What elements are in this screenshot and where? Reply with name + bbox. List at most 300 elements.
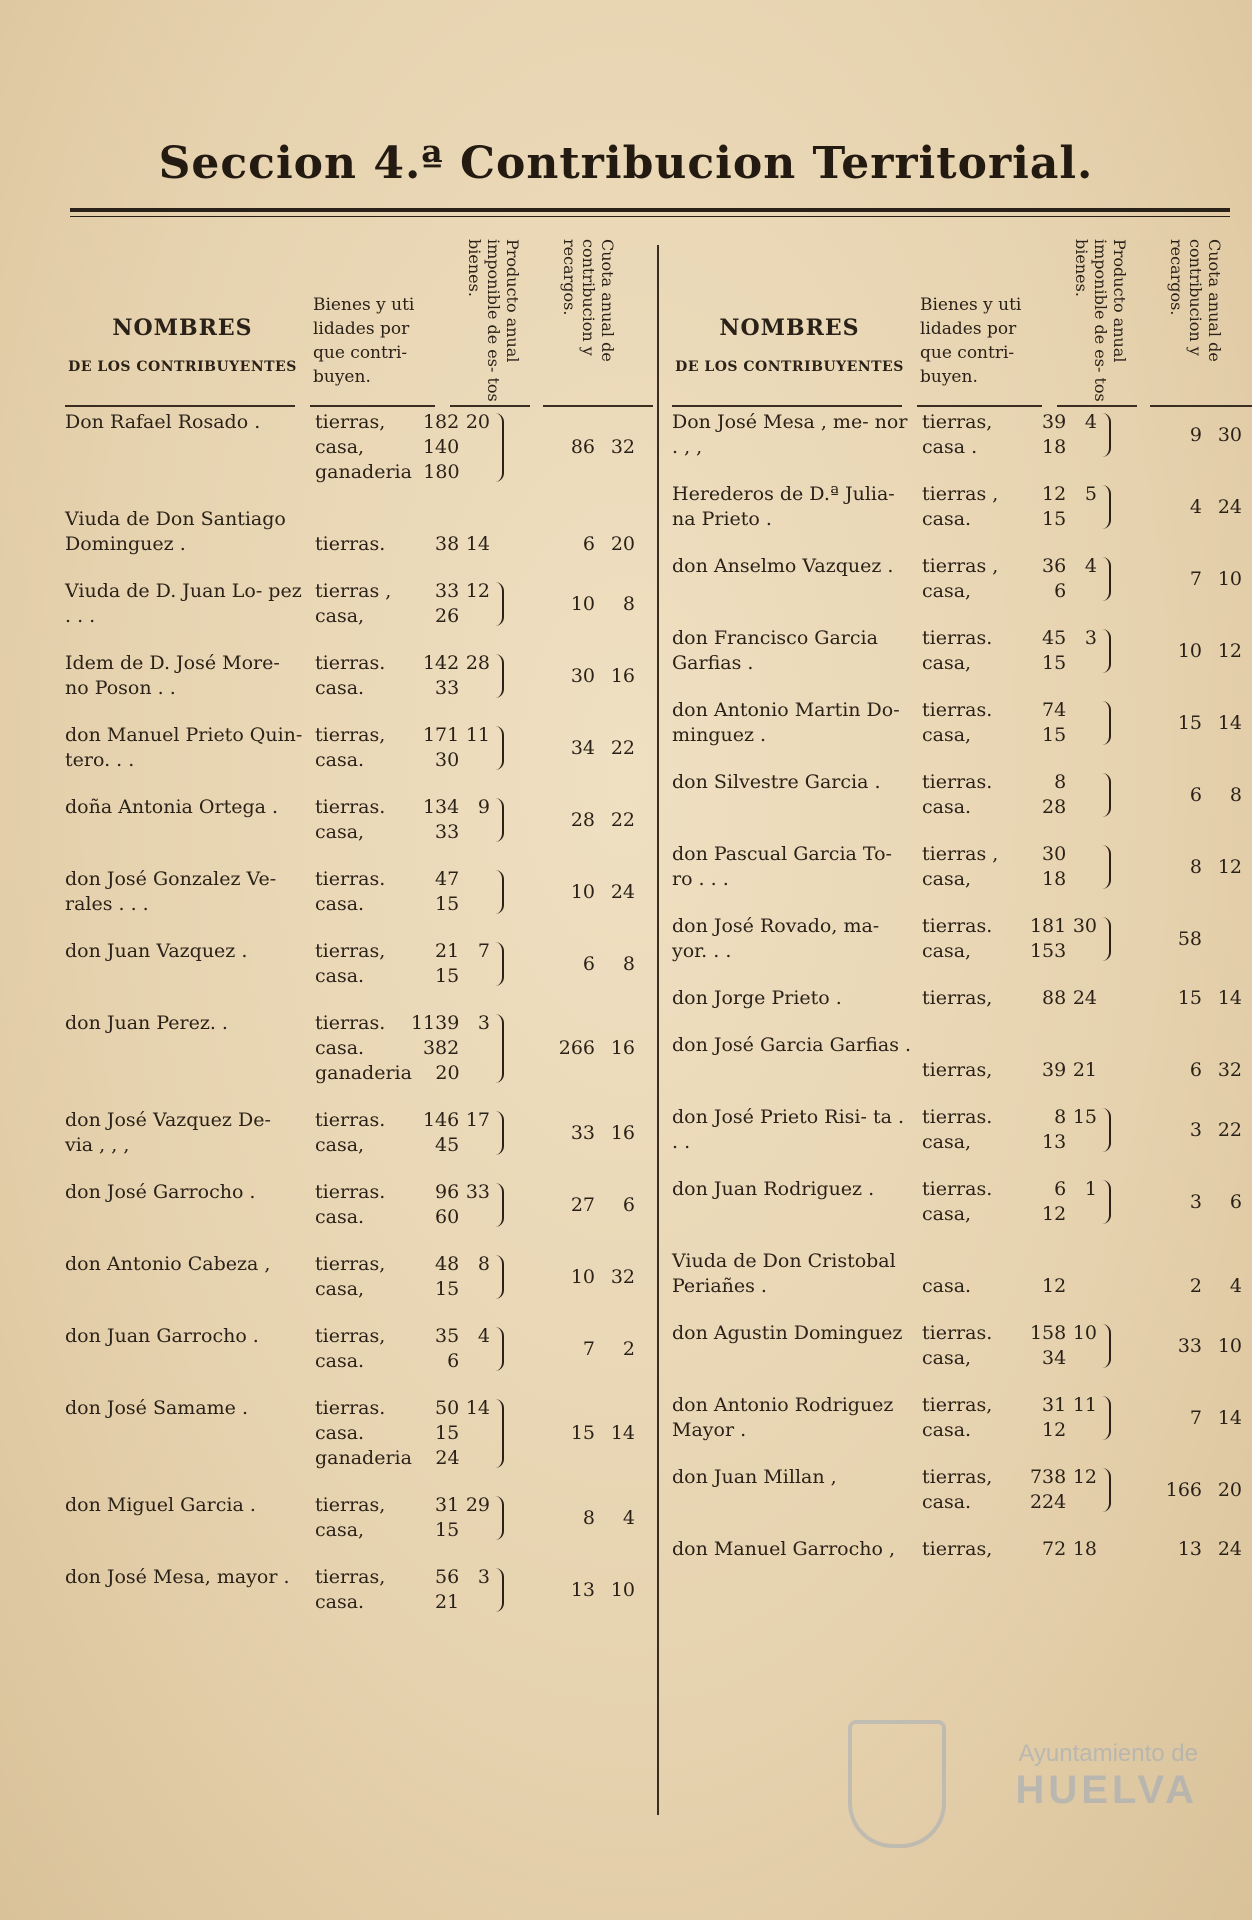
- property-item: [922, 795, 1097, 820]
- brace-mark: [495, 942, 504, 986]
- product-value: 134: [422, 796, 460, 818]
- product-value: 15: [435, 1519, 460, 1541]
- property-type: casa,: [922, 868, 972, 890]
- property-type: tierras,: [315, 1253, 386, 1275]
- contributor-name: don Francisco Garcia Garfias .: [672, 627, 878, 674]
- property-item: [922, 698, 1097, 723]
- product-value: 39: [1042, 411, 1067, 433]
- header-rule: [917, 405, 1042, 407]
- contributor-name: don José Samame .: [65, 1397, 248, 1419]
- right-column: [672, 225, 1252, 1825]
- product-fraction: 11: [1072, 1394, 1097, 1416]
- quota-value: 166: [1165, 1478, 1202, 1501]
- property-item: [315, 892, 490, 917]
- product-fraction: [1066, 1274, 1097, 1299]
- property-item: [315, 1590, 490, 1615]
- brace-mark: [495, 413, 504, 482]
- property-list: [922, 1537, 1097, 1562]
- property-list: [922, 482, 1097, 532]
- property-type: tierras.: [922, 699, 993, 721]
- table-row: [65, 1493, 655, 1565]
- product-value: 153: [1029, 940, 1067, 962]
- header-names: [672, 315, 907, 375]
- quota-value: 7: [1189, 1406, 1202, 1429]
- product-fraction: [459, 964, 490, 989]
- contributor-name: don Antonio Cabeza ,: [65, 1253, 271, 1275]
- contributor-name: Herederos de D.ª Julia- na Prieto .: [672, 483, 895, 530]
- product-fraction: [1066, 1346, 1097, 1371]
- property-type: casa.: [315, 1206, 365, 1228]
- table-row: [672, 1393, 1252, 1465]
- property-list: [315, 1180, 490, 1230]
- table-row: [672, 1249, 1252, 1321]
- product-fraction: [459, 892, 490, 917]
- quota-fraction: 30: [1217, 423, 1242, 446]
- property-type: casa.: [922, 508, 972, 530]
- annual-quota: [545, 1265, 655, 1290]
- property-item: [922, 939, 1097, 964]
- product-fraction: 12: [1072, 1466, 1097, 1488]
- brace-mark: [495, 870, 504, 914]
- left-rows: [65, 410, 655, 1637]
- property-type: tierras,: [922, 411, 993, 433]
- property-type: tierras.: [315, 533, 386, 555]
- product-fraction: [459, 1518, 490, 1543]
- annual-quota: [545, 532, 655, 557]
- property-type: casa,: [315, 1519, 365, 1541]
- property-item: [922, 651, 1097, 676]
- property-type: tierras,: [315, 1325, 386, 1347]
- property-type: casa,: [315, 1134, 365, 1156]
- annual-quota: [545, 664, 655, 689]
- annual-quota: [545, 435, 655, 460]
- product-value: 21: [435, 940, 460, 962]
- property-type: tierras.: [315, 1109, 386, 1131]
- property-type: tierras,: [315, 411, 386, 433]
- brace-mark: [1102, 773, 1111, 817]
- product-fraction: 15: [1072, 1106, 1097, 1128]
- header-rule: [1150, 405, 1252, 407]
- header-bienes: Bienes y uti lidades por que contri- buyen.: [313, 295, 415, 387]
- contributor-name: don José Vazquez De- via , , ,: [65, 1109, 271, 1156]
- product-value: 15: [435, 893, 460, 915]
- property-item: [315, 579, 490, 604]
- property-type: casa,: [922, 1347, 972, 1369]
- property-list: [315, 1396, 490, 1471]
- quota-value: 3: [1189, 1118, 1202, 1141]
- product-fraction: [459, 1590, 490, 1615]
- brace-mark: [1102, 629, 1111, 673]
- property-item: [315, 1036, 490, 1061]
- property-item: [922, 410, 1097, 435]
- quota-fraction: 24: [1217, 495, 1242, 518]
- product-value: 60: [435, 1206, 460, 1228]
- watermark-line2: HUELVA: [1015, 1768, 1198, 1812]
- property-item: [315, 1396, 490, 1421]
- quota-value: 2: [1189, 1275, 1202, 1297]
- property-type: tierras ,: [922, 843, 999, 865]
- table-row: [65, 579, 655, 651]
- contributor-name: Idem de D. José More- no Poson . .: [65, 652, 280, 699]
- quota-value: 8: [582, 1506, 595, 1529]
- property-item: [315, 1205, 490, 1230]
- product-fraction: 17: [465, 1109, 490, 1131]
- brace-mark: [1102, 1324, 1111, 1368]
- property-item: [922, 1393, 1097, 1418]
- property-type: tierras.: [922, 1178, 993, 1200]
- quota-fraction: 20: [610, 533, 635, 555]
- contributor-name: don Juan Rodriguez .: [672, 1178, 875, 1200]
- table-row: [65, 1565, 655, 1637]
- brace-mark: [495, 798, 504, 842]
- product-value: 15: [1042, 724, 1067, 746]
- product-value: 34: [1042, 1347, 1067, 1369]
- property-type: casa.: [315, 1422, 365, 1444]
- property-type: casa.: [922, 1419, 972, 1441]
- property-type: tierras.: [922, 1106, 993, 1128]
- property-item: [922, 986, 1097, 1011]
- property-item: [315, 1324, 490, 1349]
- product-fraction: [459, 435, 490, 460]
- property-item: [315, 676, 490, 701]
- quota-fraction: 8: [622, 952, 635, 975]
- brace-mark: [1102, 1396, 1111, 1440]
- product-fraction: [1066, 507, 1097, 532]
- property-list: [315, 1108, 490, 1158]
- contributor-name: Viuda de Don Santiago Dominguez .: [65, 508, 286, 555]
- quota-value: 10: [570, 1265, 595, 1288]
- product-fraction: [1066, 723, 1097, 748]
- product-fraction: [1066, 698, 1097, 723]
- property-type: tierras.: [922, 915, 993, 937]
- table-row: [672, 482, 1252, 554]
- quota-fraction: 8: [1229, 783, 1242, 806]
- contributor-name: don Juan Vazquez .: [65, 940, 248, 962]
- property-list: [315, 723, 490, 773]
- property-item: [315, 604, 490, 629]
- property-list: [315, 795, 490, 845]
- property-list: [315, 867, 490, 917]
- annual-quota: [1152, 1118, 1252, 1143]
- product-value: 33: [435, 821, 460, 843]
- table-row: [65, 1180, 655, 1252]
- quota-fraction: 20: [1217, 1478, 1242, 1501]
- product-fraction: [1066, 651, 1097, 676]
- product-value: 21: [435, 1591, 460, 1613]
- property-item: [922, 842, 1097, 867]
- property-type: tierras ,: [315, 580, 392, 602]
- property-item: [315, 1180, 490, 1205]
- page-title: Seccion 4.ª Contribucion Territorial.: [158, 138, 1094, 189]
- left-column: [65, 225, 655, 1825]
- product-fraction: [1066, 867, 1097, 892]
- product-value: 18: [1042, 868, 1067, 890]
- product-value: 15: [435, 1278, 460, 1300]
- quota-fraction: 32: [610, 436, 635, 458]
- contributor-name: don Juan Perez. .: [65, 1012, 228, 1034]
- product-fraction: [459, 1133, 490, 1158]
- table-row: [672, 914, 1252, 986]
- contributor-name: don Manuel Garrocho ,: [672, 1538, 895, 1560]
- brace-mark: [495, 1255, 504, 1299]
- product-value: 96: [435, 1181, 460, 1203]
- property-list: [315, 579, 490, 629]
- quota-fraction: 6: [622, 1193, 635, 1216]
- quota-value: 15: [1177, 987, 1202, 1009]
- product-fraction: 3: [477, 1012, 490, 1034]
- property-item: [315, 1349, 490, 1374]
- product-value: 30: [1042, 843, 1067, 865]
- table-row: [672, 554, 1252, 626]
- brace-mark: [495, 1014, 504, 1083]
- annual-quota: [1152, 1274, 1252, 1299]
- annual-quota: [545, 1578, 655, 1603]
- product-fraction: [1066, 1490, 1097, 1515]
- property-type: casa,: [922, 940, 972, 962]
- table-row: [672, 410, 1252, 482]
- property-type: casa,: [315, 821, 365, 843]
- property-item: [315, 532, 490, 557]
- annual-quota: [545, 1337, 655, 1362]
- product-fraction: 9: [477, 796, 490, 818]
- quota-value: 33: [1177, 1334, 1202, 1357]
- property-type: tierras.: [315, 868, 386, 890]
- annual-quota: [1152, 986, 1252, 1011]
- property-list: [922, 842, 1097, 892]
- brace-mark: [1102, 845, 1111, 889]
- quota-fraction: 16: [610, 1037, 635, 1059]
- product-fraction: [459, 820, 490, 845]
- contributor-name: don José Mesa, mayor .: [65, 1566, 290, 1588]
- product-value: 12: [1042, 1419, 1067, 1441]
- product-value: 31: [1042, 1394, 1067, 1416]
- property-item: [922, 507, 1097, 532]
- product-value: 33: [435, 677, 460, 699]
- property-item: [922, 1130, 1097, 1155]
- annual-quota: [545, 1121, 655, 1146]
- product-value: 45: [1042, 627, 1067, 649]
- product-value: 47: [435, 868, 460, 890]
- property-type: casa,: [922, 724, 972, 746]
- quota-fraction: 24: [1217, 1538, 1242, 1560]
- product-fraction: 28: [465, 652, 490, 674]
- product-fraction: [1066, 1418, 1097, 1443]
- quota-fraction: 22: [1217, 1118, 1242, 1141]
- property-type: casa,: [315, 436, 365, 458]
- contributor-name: don Pascual Garcia To- ro . . .: [672, 843, 892, 890]
- quota-value: 28: [570, 808, 595, 831]
- product-value: 33: [435, 580, 460, 602]
- property-item: [922, 1321, 1097, 1346]
- product-value: 224: [1029, 1491, 1067, 1513]
- header-names: [65, 315, 300, 375]
- quota-value: 86: [570, 436, 595, 458]
- quota-value: 58: [1177, 927, 1202, 950]
- product-value: 142: [422, 652, 460, 674]
- quota-fraction: 16: [610, 664, 635, 687]
- property-type: tierras.: [315, 1397, 386, 1419]
- quota-value: 10: [570, 592, 595, 615]
- property-item: [315, 1446, 490, 1471]
- property-item: [922, 723, 1097, 748]
- table-row: [65, 507, 655, 579]
- contributor-name: don Juan Garrocho .: [65, 1325, 259, 1347]
- annual-quota: [545, 1193, 655, 1218]
- property-type: casa,: [922, 1203, 972, 1225]
- product-value: 12: [1042, 1275, 1067, 1297]
- product-value: 738: [1029, 1466, 1067, 1488]
- brace-mark: [495, 726, 504, 770]
- contributor-name: don Silvestre Garcia .: [672, 771, 881, 793]
- property-type: casa.: [315, 677, 365, 699]
- property-item: [315, 435, 490, 460]
- property-item: [922, 554, 1097, 579]
- product-fraction: [1066, 435, 1097, 460]
- property-type: tierras,: [922, 1394, 993, 1416]
- property-item: [315, 964, 490, 989]
- product-value: 50: [435, 1397, 460, 1419]
- property-list: [315, 1565, 490, 1615]
- quota-fraction: 14: [1217, 1406, 1242, 1429]
- property-type: tierras ,: [922, 483, 999, 505]
- product-value: 12: [1042, 1203, 1067, 1225]
- annual-quota: [1152, 495, 1252, 520]
- property-type: casa,: [315, 1278, 365, 1300]
- product-fraction: 7: [477, 940, 490, 962]
- quota-value: 33: [570, 1121, 595, 1144]
- product-fraction: 20: [465, 411, 490, 433]
- property-type: tierras,: [315, 1494, 386, 1516]
- product-value: 6: [447, 1350, 460, 1372]
- property-item: [315, 1252, 490, 1277]
- column-separator: [657, 245, 659, 1815]
- product-value: 72: [1042, 1538, 1067, 1560]
- property-item: [315, 460, 490, 485]
- product-value: 13: [1042, 1131, 1067, 1153]
- product-value: 74: [1042, 699, 1067, 721]
- header-rule: [310, 405, 435, 407]
- quota-fraction: 4: [622, 1506, 635, 1529]
- annual-quota: [1152, 711, 1252, 736]
- contributor-name: don Manuel Prieto Quin- tero. . .: [65, 724, 303, 771]
- property-type: tierras,: [315, 1566, 386, 1588]
- product-value: 56: [435, 1566, 460, 1588]
- property-type: casa.: [315, 965, 365, 987]
- product-value: 38: [435, 533, 460, 555]
- table-row: [672, 626, 1252, 698]
- header-names-small: DE LOS CONTRIBUYENTES: [675, 359, 904, 375]
- contributor-name: Viuda de Don Cristobal Periañes .: [672, 1250, 896, 1297]
- product-value: 30: [435, 749, 460, 771]
- product-fraction: 4: [477, 1325, 490, 1347]
- brace-mark: [1102, 413, 1111, 457]
- property-list: [922, 410, 1097, 460]
- product-fraction: [459, 1277, 490, 1302]
- annual-quota: [545, 736, 655, 761]
- annual-quota: [1152, 1190, 1252, 1215]
- product-value: 18: [1042, 436, 1067, 458]
- title-rule: [70, 208, 1230, 212]
- table-row: [65, 1396, 655, 1493]
- product-fraction: 4: [1084, 555, 1097, 577]
- product-fraction: [459, 748, 490, 773]
- property-type: casa.: [315, 1350, 365, 1372]
- quota-fraction: 24: [610, 880, 635, 903]
- brace-mark: [495, 1496, 504, 1540]
- table-row: [672, 842, 1252, 914]
- property-item: [922, 1105, 1097, 1130]
- quota-fraction: 12: [1217, 639, 1242, 662]
- contributor-name: don Agustin Dominguez: [672, 1322, 903, 1344]
- quota-fraction: 32: [610, 1265, 635, 1288]
- property-item: [922, 867, 1097, 892]
- product-fraction: [1066, 939, 1097, 964]
- property-type: tierras.: [315, 1181, 386, 1203]
- property-list: [922, 1465, 1097, 1515]
- annual-quota: [1152, 567, 1252, 592]
- brace-mark: [495, 1183, 504, 1227]
- property-type: tierras,: [922, 987, 993, 1009]
- brace-mark: [1102, 485, 1111, 529]
- annual-quota: [1152, 639, 1252, 664]
- product-value: 1139: [410, 1012, 460, 1034]
- contributor-name: Don José Mesa , me- nor . , ,: [672, 411, 908, 458]
- product-value: 26: [435, 605, 460, 627]
- product-value: 35: [435, 1325, 460, 1347]
- brace-mark: [1102, 701, 1111, 745]
- header-names-big: NOMBRES: [719, 315, 860, 341]
- annual-quota: [545, 880, 655, 905]
- product-value: 15: [1042, 508, 1067, 530]
- product-fraction: [459, 1205, 490, 1230]
- brace-mark: [1102, 557, 1111, 601]
- property-item: [922, 579, 1097, 604]
- quota-value: 10: [1177, 639, 1202, 662]
- property-item: [922, 1418, 1097, 1443]
- property-list: [922, 1393, 1097, 1443]
- property-item: [315, 820, 490, 845]
- quota-value: 15: [570, 1422, 595, 1444]
- product-value: 39: [1042, 1059, 1067, 1081]
- quota-value: 7: [582, 1337, 595, 1360]
- brace-mark: [1102, 1108, 1111, 1152]
- product-value: 180: [423, 461, 460, 483]
- table-row: [672, 698, 1252, 770]
- header-producto: Producto anual imponible de es- tos bienes.: [1072, 239, 1129, 402]
- table-row: [672, 1465, 1252, 1537]
- property-list: [922, 986, 1097, 1011]
- property-list: [922, 698, 1097, 748]
- product-fraction: 18: [1072, 1538, 1097, 1560]
- property-type: casa .: [922, 436, 978, 458]
- quota-value: 10: [570, 880, 595, 903]
- property-item: [315, 1518, 490, 1543]
- property-type: casa.: [922, 1491, 972, 1513]
- brace-mark: [495, 654, 504, 698]
- quota-fraction: 22: [610, 808, 635, 831]
- contributor-name: don Anselmo Vazquez .: [672, 555, 894, 577]
- table-row: [65, 1324, 655, 1396]
- quota-fraction: 4: [1229, 1275, 1242, 1297]
- property-list: [315, 532, 490, 557]
- table-row: [65, 723, 655, 795]
- annual-quota: [545, 1421, 655, 1446]
- property-type: casa.: [315, 1037, 365, 1059]
- product-fraction: 8: [477, 1253, 490, 1275]
- property-item: [922, 1465, 1097, 1490]
- table-row: [65, 867, 655, 939]
- product-fraction: 14: [465, 533, 490, 555]
